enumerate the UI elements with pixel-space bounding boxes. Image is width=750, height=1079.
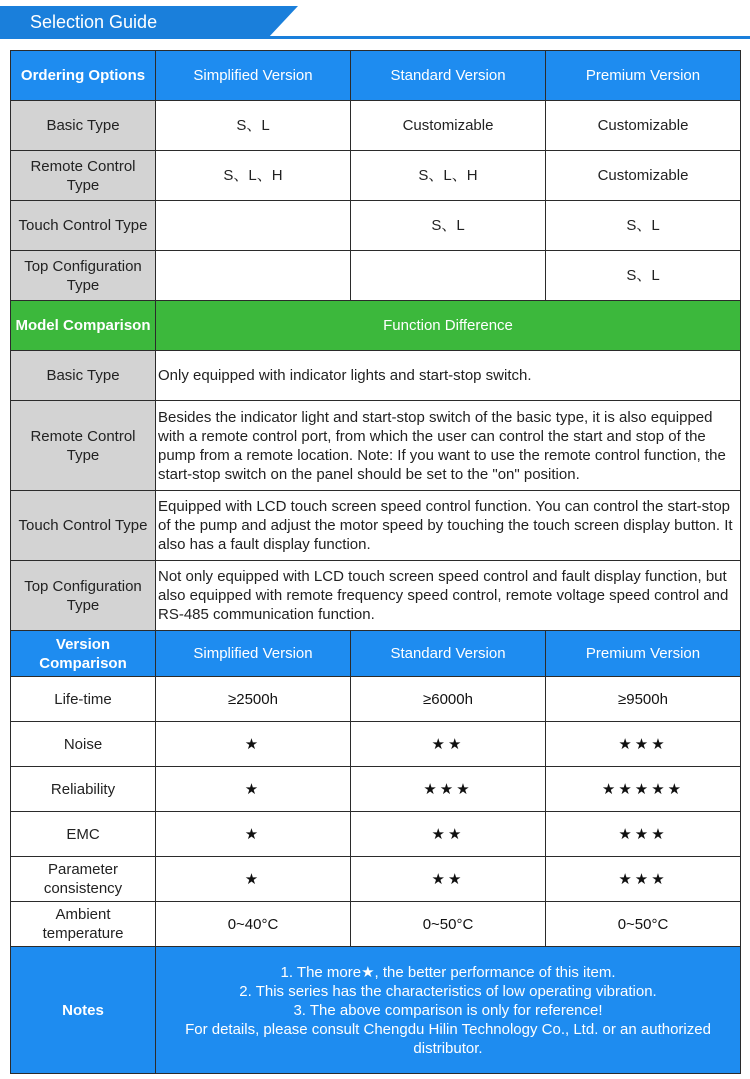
- table-row: [11, 857, 741, 902]
- note-line: For details, please consult Chengdu Hilin Technology Co., Ltd. or an authorized distributor.: [185, 1020, 711, 1057]
- lifetime-value: ≥2500h: [156, 677, 351, 722]
- lifetime-value: ≥6000h: [351, 677, 546, 722]
- version-header-row: [11, 631, 741, 677]
- table-cell: [156, 251, 351, 301]
- standard-version-header: Standard Version: [351, 631, 546, 677]
- star-rating: ★: [156, 812, 351, 857]
- header-band-tip: [268, 6, 298, 38]
- table-row: [11, 812, 741, 857]
- temperature-value: 0~40°C: [156, 902, 351, 947]
- row-label: Remote Control Type: [11, 151, 156, 201]
- row-label: Basic Type: [11, 351, 156, 401]
- version-comparison-header: Version Comparison: [11, 631, 156, 677]
- table-cell: S、L、H: [351, 151, 546, 201]
- ordering-options-header: Ordering Options: [11, 51, 156, 101]
- star-rating: ★★★: [546, 812, 741, 857]
- notes-row: [11, 947, 741, 1074]
- row-label: Touch Control Type: [11, 491, 156, 561]
- row-label: Top Configuration Type: [11, 251, 156, 301]
- table-row: [11, 767, 741, 812]
- star-rating: ★★: [351, 857, 546, 902]
- function-description: Not only equipped with LCD touch screen speed control and fault display function, but also equipped with remote frequency speed control, remote voltage speed control and RS-485 communication function.: [156, 561, 741, 631]
- note-line: 1. The more★, the better performance of this item.: [280, 963, 616, 981]
- function-description: Equipped with LCD touch screen speed control function. You can control the start-stop of the pump and adjust the motor speed by touching the touch screen display button. It also has a fault display function.: [156, 491, 741, 561]
- function-description: Besides the indicator light and start-stop switch of the basic type, it is also equipped with a remote control port, from which the user can control the start and stop of the pump from a remote location. Note: If you want to use the remote control function, the start-stop switch on the panel should be set to the "on" position.: [156, 401, 741, 491]
- star-rating: ★★★: [546, 722, 741, 767]
- row-label: EMC: [11, 812, 156, 857]
- star-rating: ★: [156, 857, 351, 902]
- table-cell: S、L: [546, 201, 741, 251]
- table-cell: [156, 201, 351, 251]
- table-cell: S、L: [156, 101, 351, 151]
- ordering-header-row: [11, 51, 741, 101]
- table-row: [11, 251, 741, 301]
- notes-content: [156, 947, 741, 1074]
- table-cell: Customizable: [351, 101, 546, 151]
- table-cell: Customizable: [546, 101, 741, 151]
- star-rating: ★: [156, 767, 351, 812]
- table-row: [11, 561, 741, 631]
- function-difference-header: Function Difference: [156, 301, 741, 351]
- lifetime-value: ≥9500h: [546, 677, 741, 722]
- row-label: Parameter consistency: [11, 857, 156, 902]
- simplified-version-header: Simplified Version: [156, 51, 351, 101]
- star-rating: ★★★★★: [546, 767, 741, 812]
- row-label: Top Configuration Type: [11, 561, 156, 631]
- star-rating: ★: [156, 722, 351, 767]
- model-comparison-header: Model Comparison: [11, 301, 156, 351]
- standard-version-header: Standard Version: [351, 51, 546, 101]
- table-cell: S、L: [546, 251, 741, 301]
- table-row: [11, 902, 741, 947]
- row-label: Touch Control Type: [11, 201, 156, 251]
- table-row: [11, 401, 741, 491]
- note-line: 2. This series has the characteristics of low operating vibration.: [239, 982, 657, 1000]
- table-row: [11, 722, 741, 767]
- row-label: Reliability: [11, 767, 156, 812]
- star-rating: ★★★: [546, 857, 741, 902]
- temperature-value: 0~50°C: [546, 902, 741, 947]
- row-label: Ambient temperature: [11, 902, 156, 947]
- star-rating: ★★★: [351, 767, 546, 812]
- simplified-version-header: Simplified Version: [156, 631, 351, 677]
- table-cell: S、L: [351, 201, 546, 251]
- table-row: [11, 351, 741, 401]
- premium-version-header: Premium Version: [546, 631, 741, 677]
- section-title: Selection Guide: [30, 12, 158, 32]
- row-label: Life-time: [11, 677, 156, 722]
- star-rating: ★★: [351, 812, 546, 857]
- table-cell: Customizable: [546, 151, 741, 201]
- notes-label: Notes: [11, 947, 156, 1074]
- model-header-row: [11, 301, 741, 351]
- table-cell: [351, 251, 546, 301]
- table-row: [11, 201, 741, 251]
- star-rating: ★★: [351, 722, 546, 767]
- table-row: [11, 677, 741, 722]
- row-label: Basic Type: [11, 101, 156, 151]
- row-label: Remote Control Type: [11, 401, 156, 491]
- section-header: [0, 0, 750, 44]
- function-description: Only equipped with indicator lights and start-stop switch.: [156, 351, 741, 401]
- selection-guide-table: [10, 50, 741, 1074]
- table-row: [11, 151, 741, 201]
- temperature-value: 0~50°C: [351, 902, 546, 947]
- table-row: [11, 101, 741, 151]
- row-label: Noise: [11, 722, 156, 767]
- table-cell: S、L、H: [156, 151, 351, 201]
- premium-version-header: Premium Version: [546, 51, 741, 101]
- table-row: [11, 491, 741, 561]
- note-line: 3. The above comparison is only for reference!: [293, 1001, 603, 1019]
